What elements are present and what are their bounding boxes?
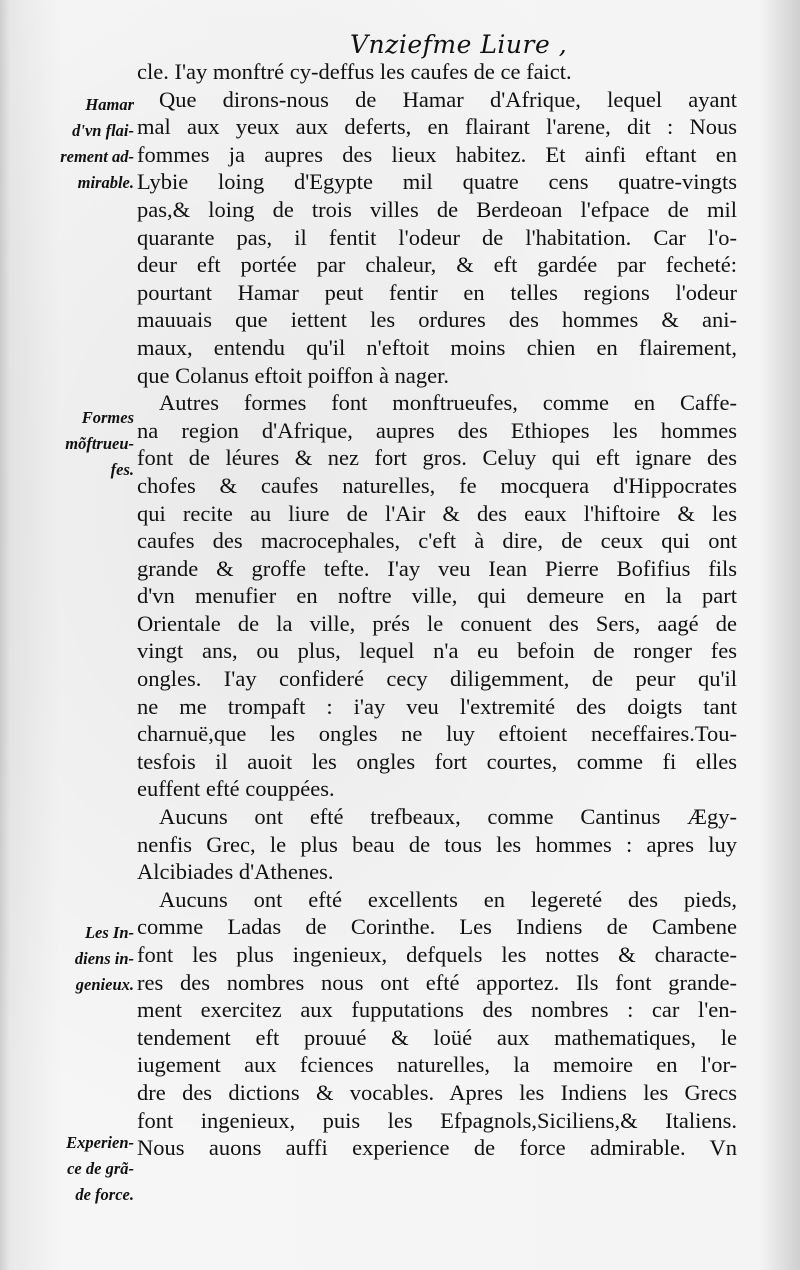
text-line: Aucuns ont efté trefbeaux, comme Cantinus Ægy-	[159, 804, 737, 830]
text-line: tendement eft prouué & loüé aux mathematiques, le	[137, 1024, 737, 1050]
text-line: grande & groffe tefte. I'ay veu Iean Pierre Bofifius fils	[137, 555, 737, 581]
text-line: Alcibiades d'Athenes.	[137, 859, 334, 885]
margin-note-line: mirable.	[77, 173, 134, 192]
text-line: cle. I'ay monftré cy-deffus les caufes de ce faict.	[137, 59, 572, 84]
margin-note-line: Les In-	[84, 923, 134, 942]
text-line: Nous auons auffi experience de force admirable. Vn	[137, 1135, 737, 1161]
text-line: quarante pas, il fentit l'odeur de l'habitation. Car l'o-	[137, 224, 737, 250]
text-line: qui recite au liure de l'Air & des eaux l'hiftoire & les	[137, 500, 737, 526]
margin-note-line: Experien-	[66, 1133, 134, 1152]
text-line: Lybie loing d'Egypte mil quatre cens quatre-vingts	[137, 169, 737, 195]
text-line: ongles. I'ay confideré cecy diligemment, de peur qu'il	[137, 666, 737, 692]
text-line: fommes ja aupres des lieux habitez. Et ainfi eftant en	[137, 141, 737, 167]
text-line: na region d'Afrique, aupres des Ethiopes les hommes	[137, 417, 737, 443]
text-line: comme Ladas de Corinthe. Les Indiens de Cambene	[137, 914, 737, 940]
text-line: vingt ans, ou plus, lequel n'a eu befoin de ronger fes	[137, 638, 737, 664]
text-line: deur eft portée par chaleur, & eft gardée par fecheté:	[137, 252, 737, 278]
text-line: pas,& loing de trois villes de Berdeoan l'efpace de mil	[137, 196, 737, 222]
text-line: euffent efté couppées.	[137, 776, 335, 802]
text-line: nenfis Grec, le plus beau de tous les hommes : apres luy	[137, 831, 737, 857]
margin-note-line: genieux.	[75, 975, 134, 994]
margin-note-formes	[30, 405, 134, 483]
margin-note-line: Formes	[81, 408, 134, 427]
text-line: mal aux yeux aux deferts, en flairant l'arene, dit : Nous	[137, 114, 737, 140]
text-line: Autres formes font monftrueufes, comme en Caffe-	[159, 390, 737, 416]
text-line: Orientale de la ville, prés le conuent des Sers, aagé de	[137, 610, 737, 636]
text-line: dre des dictions & vocables. Apres les Indiens les Grecs	[137, 1079, 737, 1105]
text-line: res des nombres nous ont efté apportez. Ils font grande-	[137, 969, 737, 995]
text-line: iugement aux fciences naturelles, la memoire en l'or-	[137, 1052, 737, 1078]
text-line: pourtant Hamar peut fentir en telles regions l'odeur	[137, 279, 737, 305]
text-line: ment exercitez aux fupputations des nombres : car l'en-	[137, 997, 737, 1023]
main-text	[137, 58, 737, 1162]
margin-note-line: Hamar	[85, 95, 134, 114]
margin-note-line: ce de grã-	[67, 1159, 134, 1178]
text-line: que Colanus eftoit poiffon à nager.	[137, 362, 450, 388]
text-line: maux, entendu qu'il n'eftoit moins chien en flairement,	[137, 334, 737, 360]
text-line: mauuais que iettent les ordures des hommes & ani-	[137, 307, 737, 333]
text-line: ne me trompaft : i'ay veu l'extremité des doigts tant	[137, 693, 737, 719]
text-line: d'vn menufier en noftre ville, qui demeure en la part	[137, 583, 737, 609]
margin-note-indiens	[30, 920, 134, 998]
text-line: font les plus ingenieux, defquels les nottes & characte-	[137, 942, 737, 967]
text-line: font de léures & nez fort gros. Celuy qui eft ignare des	[137, 445, 737, 471]
margin-note-hamar	[30, 92, 134, 196]
margin-note-force	[30, 1130, 134, 1208]
margin-note-line: mõftrueu-	[65, 434, 134, 453]
margin-note-line: fes.	[110, 460, 134, 479]
text-line: charnuë,que les ongles ne luy eftoient neceffaires.Tou-	[137, 721, 737, 747]
margin-note-line: rement ad-	[60, 147, 134, 166]
text-line: chofes & caufes naturelles, fe mocquera d'Hippocrates	[137, 472, 737, 498]
text-line: Aucuns ont efté excellents en legereté des pieds,	[159, 886, 737, 912]
text-line: Que dirons-nous de Hamar d'Afrique, lequel ayant	[159, 86, 737, 112]
margin-note-line: de force.	[75, 1185, 134, 1204]
margin-note-line: diens in-	[74, 949, 134, 968]
text-line: tesfois il auoit les ongles fort courtes, comme fi elles	[137, 748, 737, 774]
margin-note-line: d'vn flai-	[72, 121, 134, 140]
text-line: caufes des macrocephales, c'eft à dire, de ceux qui ont	[137, 528, 737, 554]
running-head: Vnziefme Liure ,	[350, 30, 568, 59]
text-line: font ingenieux, puis les Efpagnols,Siciliens,& Italiens.	[137, 1107, 737, 1133]
